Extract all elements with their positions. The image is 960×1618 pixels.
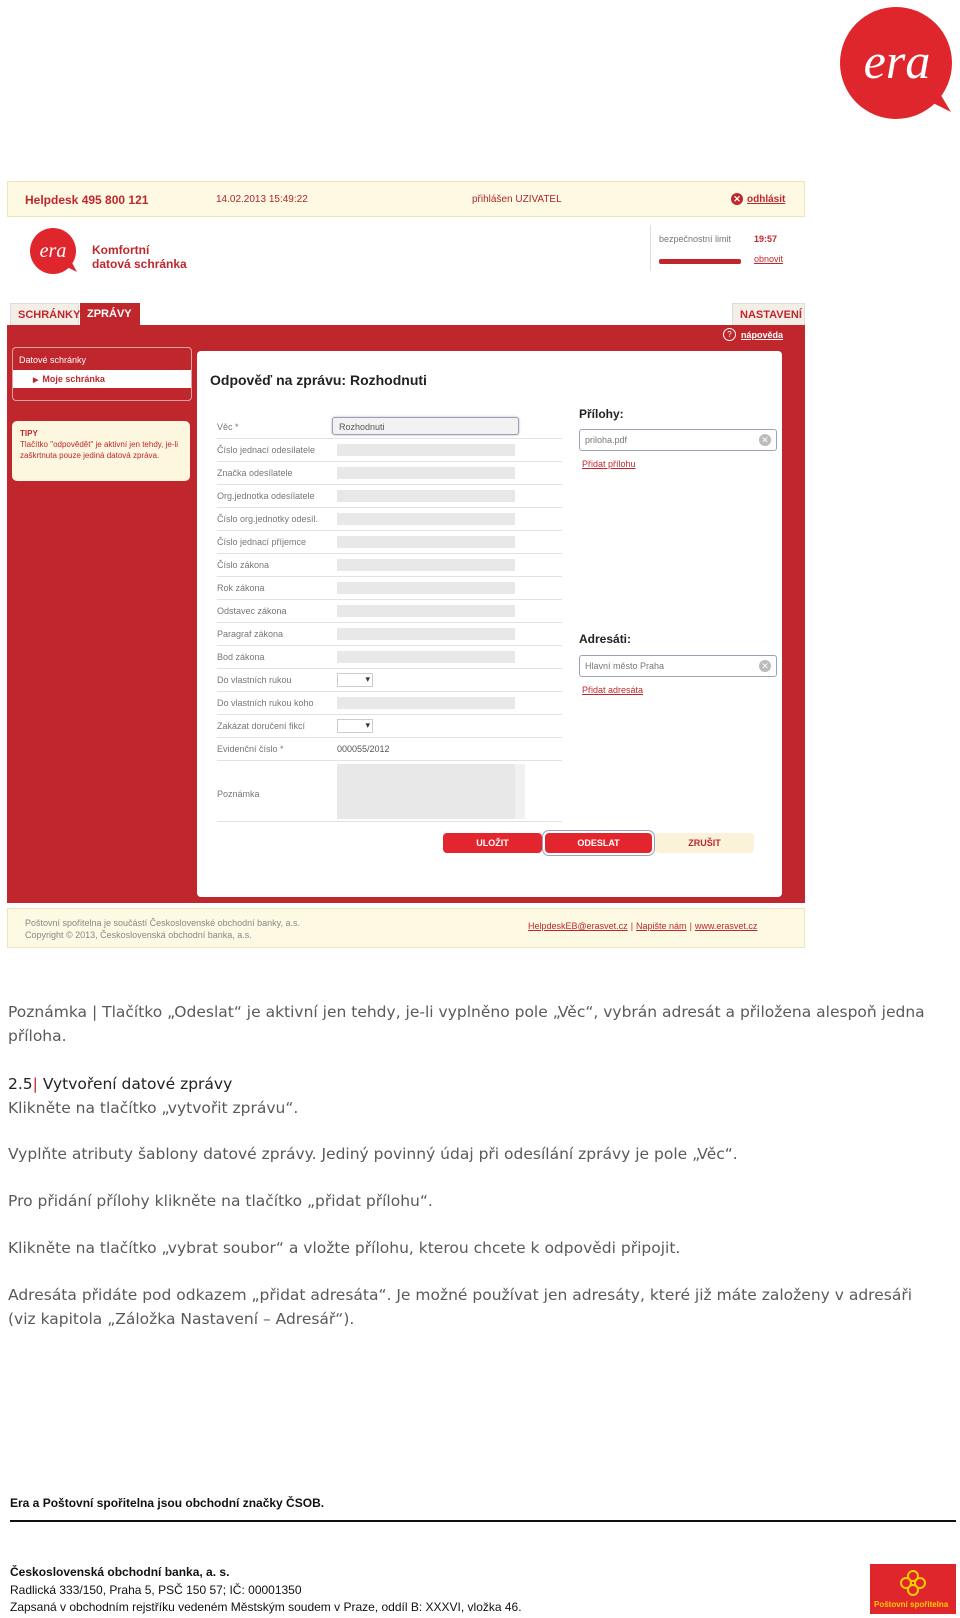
recipient-item[interactable]: Hlavní město Praha ✕ (579, 655, 777, 677)
era-logo (839, 6, 957, 124)
footer-links: HelpdeskEB@erasvet.cz | Napište nám | www.erasvet.cz (528, 921, 758, 931)
renew-link[interactable]: obnovit (754, 254, 784, 264)
form-row: Číslo jednací příjemce (217, 531, 562, 554)
sidebar-item-moje-schranka[interactable]: ▶ Moje schránka (13, 370, 191, 388)
security-time: 19:57 (754, 234, 778, 244)
form-row: Číslo jednací odesílatele (217, 439, 562, 462)
content-area (7, 325, 805, 903)
text-input[interactable] (337, 559, 515, 571)
text-input[interactable] (337, 582, 515, 594)
form-row: Číslo org.jednotky odesíl. (217, 508, 562, 531)
text-input[interactable] (337, 490, 515, 502)
main-tabs (7, 297, 805, 325)
text-input[interactable] (337, 651, 515, 663)
evid-value: 000055/2012 (337, 744, 390, 754)
datetime: 14.02.2013 15:49:22 (216, 194, 308, 205)
form-row-vec: Věc * Rozhodnuti (217, 416, 562, 439)
logout-link[interactable] (731, 193, 785, 205)
chevron-right-icon: ▶ (33, 377, 39, 384)
form-row: Rok zákona (217, 577, 562, 600)
vec-input[interactable]: Rozhodnuti (332, 417, 519, 435)
copyright: Poštovní spořitelna je součástí Československé obchodní banky, a.s. Copyright © 2013, Československá obchodní banka, a.s. (25, 918, 300, 940)
tips-head: TIPY (20, 429, 38, 438)
save-button[interactable]: ULOŽIT (443, 833, 542, 853)
fiction-select[interactable] (337, 719, 373, 733)
era-logo-text: era (863, 33, 931, 89)
paragraph-5: Adresáta přidáte pod odkazem „přidat adresáta“. Je možné používat jen adresáty, které již máte založeny v adresáři (viz kapitola „Záložka Nastavení – Adresář“). (8, 1286, 913, 1328)
bank-address: Radlická 333/150, Praha 5, PSČ 150 57; IČ: 00001350 (10, 1583, 302, 1597)
remove-icon[interactable]: ✕ (759, 434, 771, 446)
app-header (7, 217, 805, 297)
postovni-sporitelna-logo (870, 1564, 956, 1614)
app-screenshot (7, 181, 805, 957)
help-bar (7, 181, 805, 217)
help-icon: ? (723, 328, 736, 341)
remove-icon[interactable]: ✕ (759, 660, 771, 672)
text-input[interactable] (337, 605, 515, 617)
paragraph-1: Klikněte na tlačítko „vytvořit zprávu“. (8, 1099, 299, 1117)
sidebar-head[interactable]: Datové schránky (19, 355, 87, 365)
bank-register: Zapsaná v obchodním rejstříku vedeném Městským soudem v Praze, oddíl B: XXXVI, vložka 46. (10, 1600, 522, 1614)
security-label: bezpečnostní limit (659, 234, 732, 244)
message-panel (197, 351, 782, 897)
recipients-head: Adresáti: (579, 632, 632, 646)
write-link[interactable]: Napište nám (636, 921, 687, 931)
tab-schranky[interactable]: SCHRÁNKY (10, 303, 79, 325)
cancel-button[interactable]: ZRUŠIT (655, 833, 754, 853)
form-row: Do vlastních rukou koho (217, 692, 562, 715)
paragraph-3: Pro přidání přílohy klikněte na tlačítko „přidat přílohu“. (8, 1192, 433, 1210)
app-footer (7, 908, 805, 948)
bank-name: Československá obchodní banka, a. s. (10, 1565, 230, 1579)
note-paragraph: Poznámka | Tlačítko „Odeslat“ je aktivní jen tehdy, je-li vyplněno pole „Věc“, vybrán adresát a přiložena alespoň jedna příloha. (8, 1003, 925, 1045)
sidebar (12, 347, 192, 401)
attachments-head: Přílohy: (579, 407, 624, 421)
attachments-section (579, 407, 779, 695)
brand-name: Komfortní datová schránka (92, 243, 187, 271)
form-row: Značka odesílatele (217, 462, 562, 485)
paragraph-2: Vyplňte atributy šablony datové zprávy. Jediný povinný údaj při odesílání zprávy je pole „Věc“. (8, 1145, 738, 1163)
helpdesk-phone: Helpdesk 495 800 121 (25, 193, 149, 207)
footer-divider (10, 1520, 956, 1522)
form-row-note: Poznámka (217, 761, 562, 822)
text-input[interactable] (337, 697, 515, 709)
form-row: Paragraf zákona (217, 623, 562, 646)
form-row-fiction: Zakázat doručení fikcí ▾ (217, 715, 562, 738)
era-mini-logo (29, 227, 79, 277)
form-row: Odstavec zákona (217, 600, 562, 623)
form-row: Org.jednotka odesílatele (217, 485, 562, 508)
close-icon: ✕ (731, 193, 743, 205)
add-recipient-link[interactable]: Přidat adresáta (582, 685, 644, 695)
tips-text: Tlačítko "odpovědět" je aktivní jen tehdy, je-li zaškrtnuta pouze jediná datová zpráva. (20, 440, 179, 460)
form-row: Číslo zákona (217, 554, 562, 577)
tips-box (12, 421, 190, 481)
text-input[interactable] (337, 467, 515, 479)
own-hands-select[interactable] (337, 673, 373, 687)
note-textarea[interactable] (337, 764, 525, 819)
security-limit (650, 225, 806, 271)
clover-icon (898, 1568, 928, 1598)
text-input[interactable] (337, 444, 515, 456)
attachment-file[interactable]: priloha.pdf ✕ (579, 429, 777, 451)
message-form (217, 416, 562, 822)
section-heading: 2.5| Vytvoření datové zprávy (8, 1075, 233, 1093)
paragraph-4: Klikněte na tlačítko „vybrat soubor“ a vložte přílohu, kterou chcete k odpovědi připojit. (8, 1239, 681, 1257)
security-progress (659, 259, 741, 264)
email-link[interactable]: HelpdeskEB@erasvet.cz (528, 921, 628, 931)
page-title: Odpověď na zprávu: Rozhodnuti (210, 372, 427, 388)
add-attachment-link[interactable]: Přidat přílohu (582, 459, 636, 469)
tab-nastaveni[interactable]: NASTAVENÍ (732, 303, 805, 325)
text-input[interactable] (337, 513, 515, 525)
form-row-own-hands: Do vlastních rukou ▾ (217, 669, 562, 692)
tab-zpravy[interactable]: ZPRÁVY (80, 303, 140, 325)
logout-label: odhlásit (747, 193, 786, 205)
web-link[interactable]: www.erasvet.cz (694, 921, 758, 931)
text-input[interactable] (337, 536, 515, 548)
trademark-note: Era a Poštovní spořitelna jsou obchodní značky ČSOB. (10, 1496, 325, 1510)
help-link[interactable] (723, 328, 783, 341)
svg-text:era: era (39, 240, 67, 262)
text-input[interactable] (337, 628, 515, 640)
form-row: Bod zákona (217, 646, 562, 669)
send-button[interactable]: ODESLAT (545, 833, 652, 853)
ps-logo-text: Poštovní spořitelna (874, 1600, 949, 1609)
form-row-evid: Evidenční číslo * 000055/2012 (217, 738, 562, 761)
logged-in-user: přihlášen UZIVATEL (472, 194, 562, 205)
help-label: nápověda (741, 329, 784, 340)
